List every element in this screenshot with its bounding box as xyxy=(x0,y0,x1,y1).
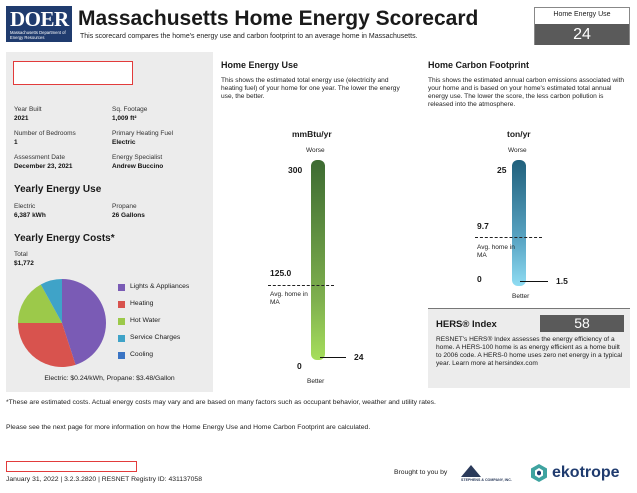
home-energy-use-label: Home Energy Use xyxy=(553,11,611,18)
energy-unit: mmBtu/yr xyxy=(292,129,332,139)
propane-use: Propane 26 Gallons xyxy=(112,203,145,219)
legend-swatch xyxy=(118,352,125,359)
year-built: Year Built 2021 xyxy=(14,106,42,122)
energy-home-marker xyxy=(320,357,346,358)
energy-avg-value: 125.0 xyxy=(270,268,292,278)
carbon-title: Home Carbon Footprint xyxy=(428,60,529,70)
ekotrope-logo xyxy=(530,461,630,487)
home-energy-use-value: 24 xyxy=(535,24,629,45)
energy-scale-min: 0 xyxy=(297,361,302,371)
redacted-footer xyxy=(6,461,137,472)
energy-specialist: Energy Specialist Andrew Buccino xyxy=(112,154,164,170)
logo-text: DOER xyxy=(10,7,69,31)
yearly-energy-costs-title: Yearly Energy Costs* xyxy=(14,233,115,244)
hers-value: 58 xyxy=(540,315,624,332)
legend-label: Heating xyxy=(130,300,154,307)
legend-swatch xyxy=(118,284,125,291)
page-title: Massachusetts Home Energy Scorecard xyxy=(78,7,479,30)
carbon-better-label: Better xyxy=(512,293,530,300)
energy-scale-max: 300 xyxy=(288,165,303,175)
home-details-panel xyxy=(6,52,213,392)
cost-pie-svg xyxy=(16,277,108,369)
energy-worse-label: Worse xyxy=(306,147,325,154)
costs-footnote: *These are estimated costs. Actual energy costs may vary and are based on many factors such as occupant behavior, weather and utility rates. xyxy=(6,399,436,406)
carbon-avg-label: Avg. home in MA xyxy=(477,244,515,259)
ekotrope-mark-icon xyxy=(530,464,548,482)
carbon-home-marker xyxy=(520,281,548,282)
legend-label: Lights & Appliances xyxy=(130,283,190,290)
heating-fuel: Primary Heating Fuel Electric xyxy=(112,130,174,146)
legend-swatch xyxy=(118,335,125,342)
carbon-scale-max: 25 xyxy=(497,165,507,175)
energy-rates: Electric: $0.24/kWh, Propane: $3.48/Gallon xyxy=(44,375,175,382)
legend-label: Service Charges xyxy=(130,334,181,341)
assessment-date: Assessment Date December 23, 2021 xyxy=(14,154,73,170)
carbon-home-value: 1.5 xyxy=(556,276,568,286)
yearly-energy-use-title: Yearly Energy Use xyxy=(14,184,102,195)
hers-description: RESNET's HERS® Index assesses the energy efficiency of a home. A HERS-100 home is as energy efficient as a home built to 2006 code. A HERS-0 home uses zero net energy in a typical year. Learn more at hersindex.com xyxy=(436,336,623,367)
sponsor-mountain-icon xyxy=(461,465,481,477)
logo-subtext: Massachusetts Department of Energy Resources xyxy=(10,30,66,40)
carbon-worse-label: Worse xyxy=(508,147,527,154)
total-cost: Total $1,772 xyxy=(14,251,34,267)
carbon-description: This shows the estimated annual carbon emissions associated with your home and is based on your home's estimated total annual energy use. The lower the score, the less carbon pollution is released into the atmosphere. xyxy=(428,77,625,108)
sq-footage: Sq. Footage 1,009 ft² xyxy=(112,106,148,122)
footer-info: January 31, 2022 | 3.2.3.2820 | RESNET Registry ID: 431137058 xyxy=(6,476,202,483)
electric-use: Electric 6,387 kWh xyxy=(14,203,46,219)
page-subtitle: This scorecard compares the home's energy use and carbon footprint to an average home in Massachusetts. xyxy=(80,33,418,40)
carbon-unit: ton/yr xyxy=(507,129,531,139)
energy-avg-label: Avg. home in MA xyxy=(270,291,308,306)
hers-title: HERS® Index xyxy=(436,319,497,330)
energy-scale-bar xyxy=(311,160,325,360)
hers-index-panel xyxy=(428,308,630,388)
carbon-avg-marker xyxy=(475,237,542,238)
carbon-scale-min: 0 xyxy=(477,274,482,284)
legend-label: Hot Water xyxy=(130,317,161,324)
carbon-scale-bar xyxy=(512,160,526,286)
carbon-avg-value: 9.7 xyxy=(477,221,489,231)
brought-to-you-by: Brought to you by xyxy=(394,469,448,476)
energy-home-value: 24 xyxy=(354,352,364,362)
energy-use-description: This shows the estimated total energy use (electricity and heating fuel) of your home for one year. The lower the energy use, the better. xyxy=(221,77,400,100)
energy-avg-marker xyxy=(268,285,334,286)
redacted-address xyxy=(13,61,133,85)
stephens-company-logo xyxy=(461,463,523,485)
legend-swatch xyxy=(118,301,125,308)
ekotrope-name: ekotrope xyxy=(552,464,620,481)
legend-swatch xyxy=(118,318,125,325)
bedrooms: Number of Bedrooms 1 xyxy=(14,130,76,146)
sponsor-name: STEPHENS & COMPANY, INC. xyxy=(461,478,512,482)
cost-pie-chart xyxy=(16,277,108,369)
next-page-note: Please see the next page for more information on how the Home Energy Use and Home Carbon Footprint are calculated. xyxy=(6,424,371,431)
energy-better-label: Better xyxy=(307,378,325,385)
doer-logo xyxy=(6,6,72,42)
energy-use-title: Home Energy Use xyxy=(221,60,299,70)
home-energy-use-summary xyxy=(534,7,630,45)
legend-label: Cooling xyxy=(130,351,154,358)
